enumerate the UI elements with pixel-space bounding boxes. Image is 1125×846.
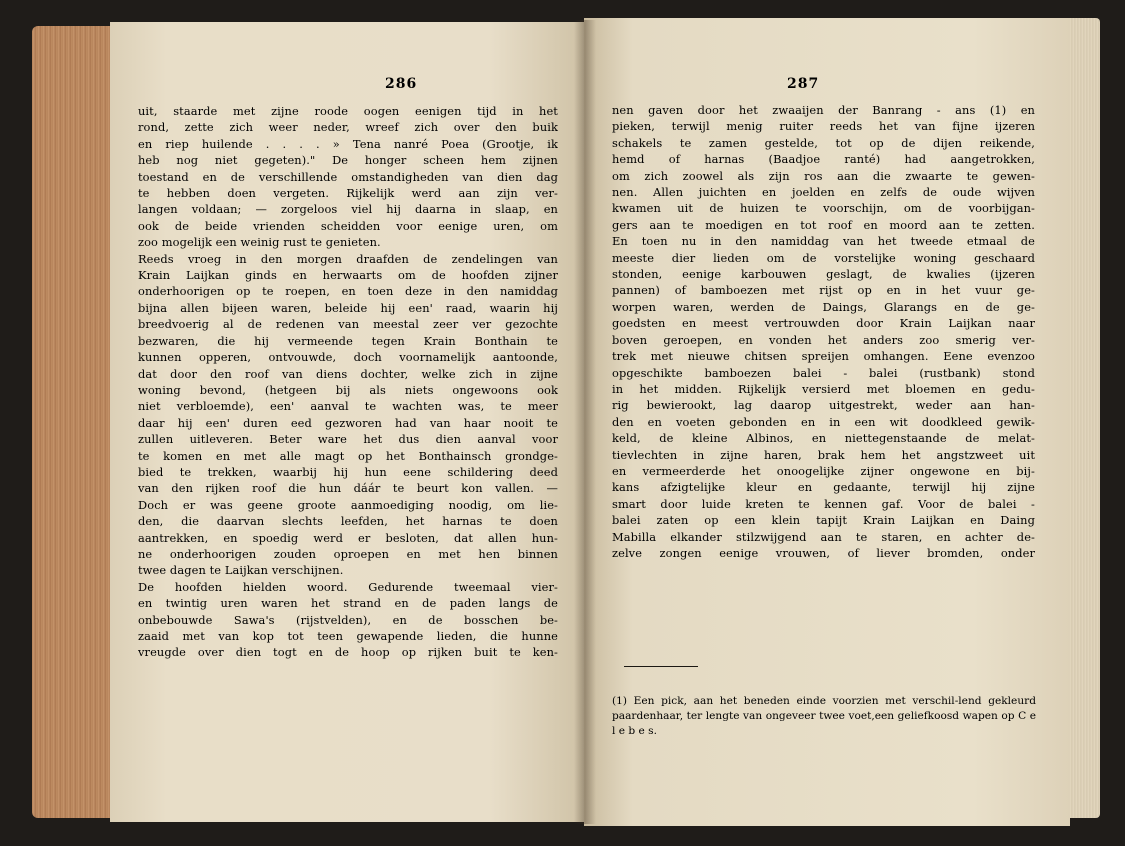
left-page-number: 286 [385,76,418,92]
text-line: zullen uitleveren. Beter ware het dus dien aanval voor [138,432,558,447]
text-line: balei zaten op een klein tapijt Krain Laijkan en Daing [612,513,1035,528]
text-line: lend gekleurd paardenhaar, ter lengte van ongeveer twee voet, [612,695,1036,722]
text-line: Mabilla elkander stilzwijgend aan te staren, en achter de- [612,529,1035,544]
text-line: zoo mogelijk een weinig rust te genieten. [138,235,381,250]
text-line: en riep huilende . . . . » Tena nanré Poea (Grootje, ik [138,136,558,151]
text-line: rig bewierookt, lag daarop uitgestrekt, weder aan han- [612,398,1035,413]
text-line: om zich zoowel als zijn ros aan die zwaarte te gewen- [612,168,1035,183]
text-line: kunnen opperen, ontvouwde, doch voornamelijk aantoonde, [138,350,558,365]
text-line: hemd of harnas (Baadjoe ranté) had aangetrokken, [612,152,1035,167]
text-line: breedvoerig al de redenen van meestal zeer ver gezochte [138,317,558,332]
text-line: onderhoorigen op te roepen, en toen deze in den namiddag [138,284,558,299]
text-line: Doch er was geene groote aanmoediging noodig, om lie- [138,497,558,512]
text-line: uit, staarde met zijne roode oogen eenigen tijd in het [138,104,558,118]
footnote-rule [624,666,698,667]
text-line: rond, zette zich weer neder, wreef zich over den buik [138,120,558,135]
text-line: stonden, eenige karbouwen geslagt, de kwalies (ijzeren [612,267,1035,282]
text-line: (1) Een pick, aan het beneden einde voorzien met verschil- [612,695,959,707]
text-line: onbebouwde Sawa's (rijstvelden), en de bosschen be- [138,612,558,627]
text-line: den en voeten gebonden en in een wit doodkleed gewik- [612,414,1035,429]
text-line: vreugde over dien togt en de hoop op rijken buit te ken- [138,645,558,660]
text-line: toestand en de verschillende omstandigheden van dien dag [138,169,558,184]
text-line: pannen) of bamboezen met rijst op en in het vuur ge- [612,283,1035,298]
text-line: te hebben doen vergeten. Rijkelijk werd aan zijn ver- [138,186,558,201]
text-line: trek met nieuwe chitsen spreijen omhangen. Eene evenzoo [612,349,1035,364]
text-line: nen gaven door het zwaaijen der Banrang - ans (1) en [612,103,1035,117]
text-line: goedsten en meest vertrouwden door Krain Laijkan naar [612,316,1035,331]
text-line: zaaid met van kop tot teen gewapende lieden, die hunne [138,629,558,643]
left-page-text [138,103,558,661]
text-line: tievlechten in zijne haren, brak hem het angstzweet uit [612,447,1035,462]
left-page-edges [32,26,120,818]
text-line: Krain Laijkan ginds en herwaarts om de hoofden zijner [138,268,558,283]
text-line: Reeds vroeg in den morgen draafden de zendelingen van [138,251,558,266]
text-line: kans afzigtelijke kleur en gedaante, terwijl hij zijne [612,480,1035,495]
text-line: een geliefkoosd wapen op C e l e b e s. [612,710,1036,737]
text-line: daar hij een' duren eed gezworen had van haar nooit te [138,415,558,430]
text-line: in het midden. Rijkelijk versierd met bloemen en gedu- [612,381,1035,396]
text-line: langen voldaan; — zorgeloos viel hij daarna in slaap, en [138,202,558,217]
text-line: twee dagen te Laijkan verschijnen. [138,563,344,578]
text-line: dat door den roof van diens dochter, welke zich in zijne [138,366,558,381]
text-line: En toen nu in den namiddag van het tweede etmaal de [612,234,1035,249]
text-line: den, die daarvan slechts leefden, het harnas te doen [138,514,558,529]
text-line: pieken, terwijl menig ruiter reeds het van fijne ijzeren [612,119,1035,134]
text-line: aantrekken, en spoedig werd er besloten, dat allen hun- [138,530,558,545]
text-line: ne onderhoorigen zouden oproepen en met hen binnen [138,546,558,561]
text-line: kwamen uit de huizen te voorschijn, om de voorbijgan- [612,201,1035,216]
text-line: opgeschikte bamboezen balei - balei (rustbank) stond [612,365,1035,380]
footnote [612,694,1036,739]
text-line: bijna allen bijeen waren, beleide hij een' raad, waarin hij [138,300,558,315]
text-line: meeste dier lieden om de vorstelijke woning geschaard [612,250,1035,265]
book-gutter [574,20,596,824]
text-line: nen. Allen juichten en joelden en zelfs de oude wijven [612,185,1035,200]
text-line: niet verbloemde), een' aanval te wachten was, te meer [138,399,558,414]
text-line: boven geroepen, en vonden het anders zoo smerig ver- [612,332,1035,347]
text-line: ook de beide vrienden scheidden voor eenige uren, om [138,218,558,233]
text-line: heb nog niet gegeten)." De honger scheen hem zijnen [138,153,558,168]
text-line: woning bevond, (hetgeen bij als niets ongewoons ook [138,382,558,397]
text-line: te komen en met alle magt op het Bonthainsch grondge- [138,448,558,463]
text-line: en vermeerderde het onoogelijke zijner ongewone en bij- [612,463,1035,478]
text-line: gers aan te moedigen en tot roof en moord aan te zetten. [612,217,1035,232]
right-page-text [612,102,1035,561]
text-line: keld, de kleine Albinos, en niettegenstaande de melat- [612,431,1035,446]
text-line: schakels te zamen gestelde, tot op de dijen reikende, [612,135,1035,150]
text-line: De hoofden hielden woord. Gedurende tweemaal vier- [138,579,558,594]
text-line: en twintig uren waren het strand en de paden langs de [138,596,558,611]
text-line: bezwaren, die hij vermeende tegen Krain Bonthain te [138,333,558,348]
right-page-edges [1066,18,1100,818]
text-line: worpen waren, werden de Daings, Glarangs en de ge- [612,299,1035,314]
text-line: van den rijken roof die hun dáár te beurt kon vallen. — [138,481,558,496]
text-line: zelve zongen eenige vrouwen, of liever bromden, onder [612,545,1035,560]
text-line: bied te trekken, waarbij hij hun eene schildering deed [138,464,558,479]
text-line: smart door luide kreten te kennen gaf. Voor de balei - [612,496,1035,511]
right-page-number: 287 [787,76,820,92]
